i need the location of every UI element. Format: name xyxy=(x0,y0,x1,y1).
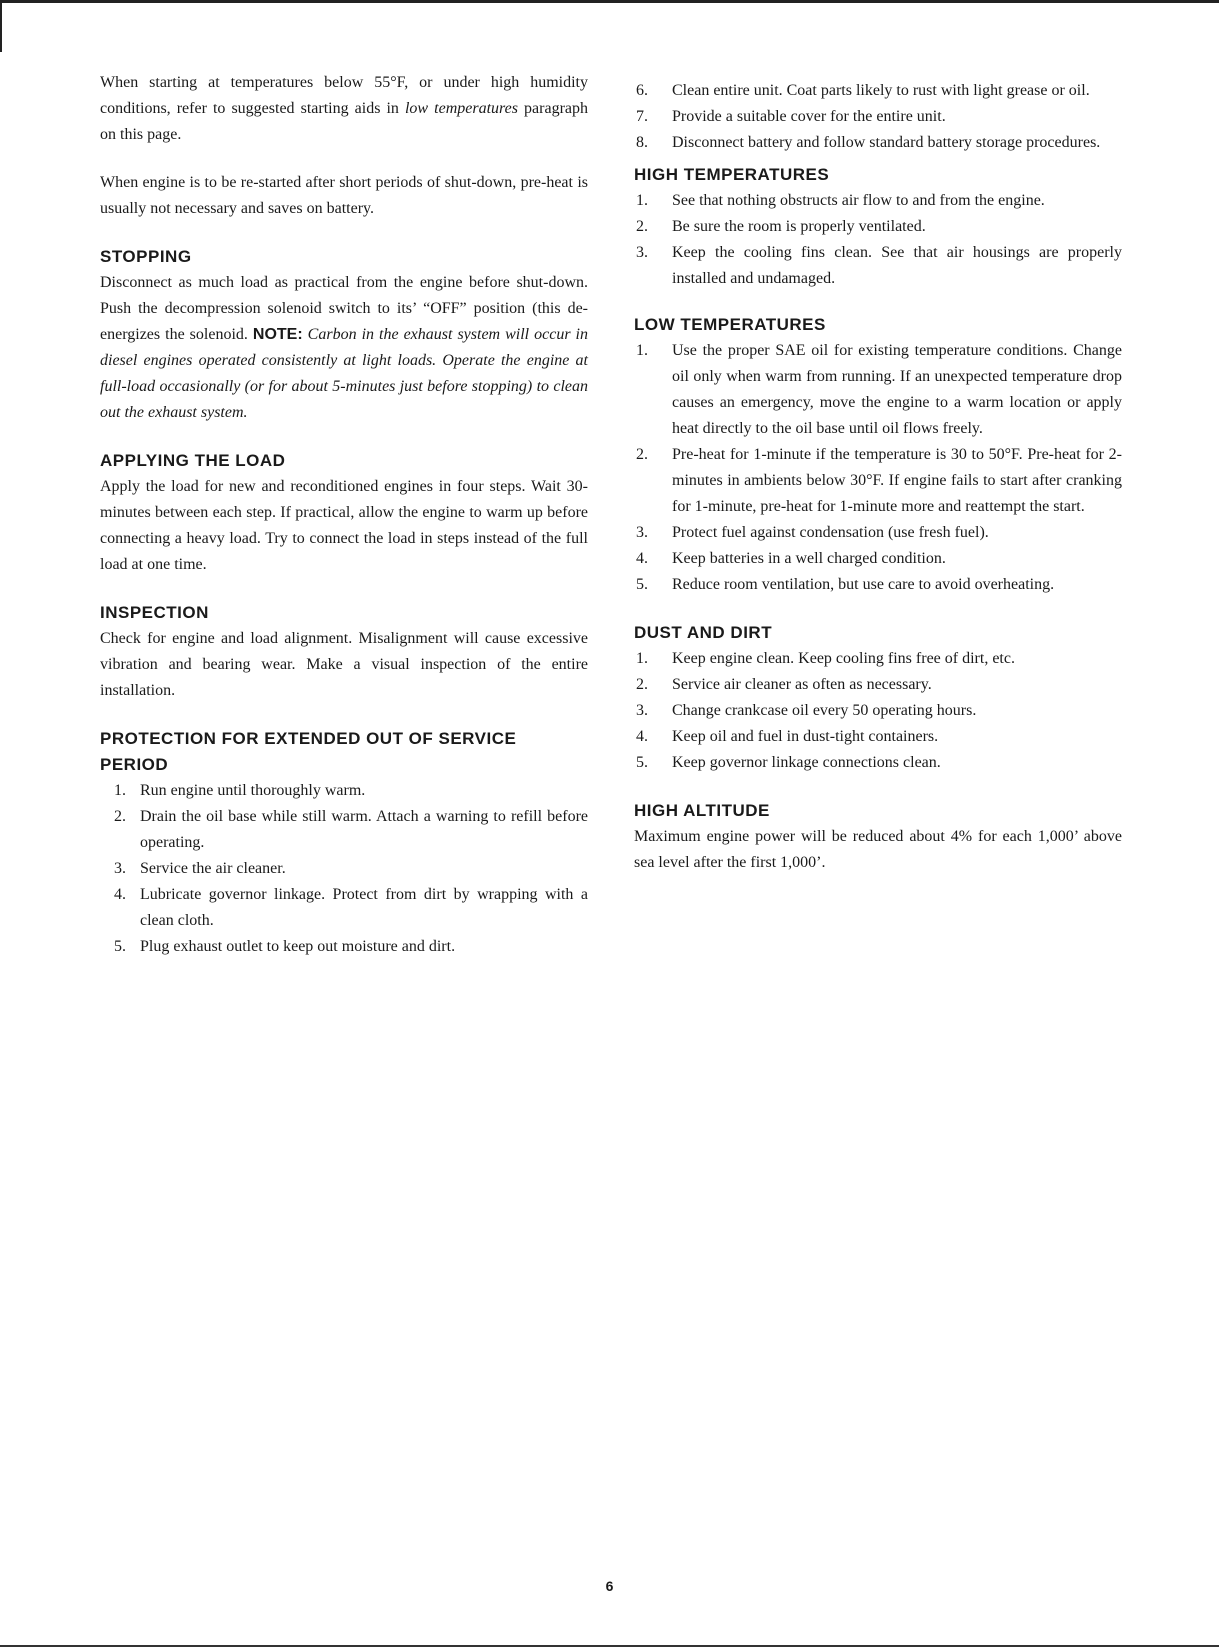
dust-and-dirt-heading: DUST AND DIRT xyxy=(634,623,773,642)
list-item: 1. See that nothing obstructs air flow to and from the engine. xyxy=(636,192,1045,209)
high-altitude-heading: HIGH ALTITUDE xyxy=(634,801,770,820)
low-temperatures-list xyxy=(634,338,1122,598)
left-column xyxy=(100,70,588,960)
high-temperatures-heading: HIGH TEMPERATURES xyxy=(634,165,830,184)
list-item: 5. Reduce room ventilation, but use care to avoid overheating. xyxy=(636,576,1055,593)
list-item: 3. Protect fuel against condensation (use fresh fuel). xyxy=(636,524,989,541)
list-item: 3. Change crankcase oil every 50 operating hours. xyxy=(636,702,977,719)
protection-list xyxy=(100,778,588,960)
low-temperatures-heading: LOW TEMPERATURES xyxy=(634,315,826,334)
high-temperatures-list xyxy=(634,188,1122,292)
list-item: 1. Run engine until thoroughly warm. xyxy=(114,782,366,799)
intro-paragraph-2: When engine is to be re-started after short periods of shut-down, pre-heat is usually not necessary and saves on battery. xyxy=(100,174,588,217)
protection-list-continued xyxy=(634,78,1122,156)
list-item: 4. Lubricate governor linkage. Protect from dirt by wrapping with a clean cloth. xyxy=(114,886,588,929)
page-top-edge xyxy=(0,0,1219,3)
high-altitude-paragraph: Maximum engine power will be reduced about 4% for each 1,000’ above sea level after the first 1,000’. xyxy=(634,828,1122,871)
list-item: 6. Clean entire unit. Coat parts likely to rust with light grease or oil. xyxy=(636,82,1090,99)
list-item: 4. Keep oil and fuel in dust-tight containers. xyxy=(636,728,939,745)
page-bottom-edge xyxy=(0,1645,1219,1647)
list-item: 7. Provide a suitable cover for the entire unit. xyxy=(636,108,946,125)
page-number: 6 xyxy=(605,1578,614,1594)
list-item: 1. Use the proper SAE oil for existing temperature conditions. Change oil only when warm from running. If an unexpected temperature drop causes an emergency, move the engine to a warm location or apply heat directly to the oil base until oil flows freely. xyxy=(636,342,1122,437)
applying-load-heading: APPLYING THE LOAD xyxy=(100,451,286,470)
list-item: 2. Drain the oil base while still warm. Attach a warning to refill before operating. xyxy=(114,808,588,851)
list-item: 1. Keep engine clean. Keep cooling fins free of dirt, etc. xyxy=(636,650,1015,667)
note-label: NOTE: xyxy=(252,326,303,343)
list-item: 2. Service air cleaner as often as necessary. xyxy=(636,676,932,693)
page-left-edge xyxy=(0,0,2,52)
dust-and-dirt-list xyxy=(634,646,1122,776)
applying-load-paragraph: Apply the load for new and reconditioned engines in four steps. Wait 30-minutes between each step. If practical, allow the engine to warm up before connecting a heavy load. Try to connect the load in steps instead of the full load at one time. xyxy=(100,478,588,573)
list-item: 2. Pre-heat for 1-minute if the temperature is 30 to 50°F. Pre-heat for 2-minutes in ambients below 30°F. If engine fails to start after cranking for 1-minute, pre-heat for 1-minute more and reattempt the start. xyxy=(636,446,1122,515)
list-item: 2. Be sure the room is properly ventilated. xyxy=(636,218,926,235)
list-item: 4. Keep batteries in a well charged condition. xyxy=(636,550,946,567)
list-item: 5. Keep governor linkage connections clean. xyxy=(636,754,941,771)
stopping-paragraph: Disconnect as much load as practical from the engine before shut-down. Push the decompression solenoid switch to its’ “OFF” position (this de-energizes the solenoid. NOTE: Carbon in the exhaust system will occur in diesel engines operated consistently at light loads. Operate the engine at full-load occasionally (or for about 5-minutes just before stopping) to clean out the exhaust system. xyxy=(100,274,588,421)
list-item: 3. Keep the cooling fins clean. See that air housings are properly installed and undamaged. xyxy=(636,244,1122,287)
inspection-heading: INSPECTION xyxy=(100,603,209,622)
list-item: 5. Plug exhaust outlet to keep out moisture and dirt. xyxy=(114,938,456,955)
protection-heading: PROTECTION FOR EXTENDED OUT OF SERVICE PERIOD xyxy=(100,729,517,774)
list-item: 3. Service the air cleaner. xyxy=(114,860,286,877)
list-item: 8. Disconnect battery and follow standard battery storage procedures. xyxy=(636,134,1101,151)
stopping-heading: STOPPING xyxy=(100,247,192,266)
inspection-paragraph: Check for engine and load alignment. Misalignment will cause excessive vibration and bearing wear. Make a visual inspection of the entire installation. xyxy=(100,630,588,699)
intro-paragraph-1: When starting at temperatures below 55°F, or under high humidity conditions, refer to suggested starting aids in low temperatures paragraph on this page. xyxy=(100,74,589,143)
right-column xyxy=(634,78,1122,876)
